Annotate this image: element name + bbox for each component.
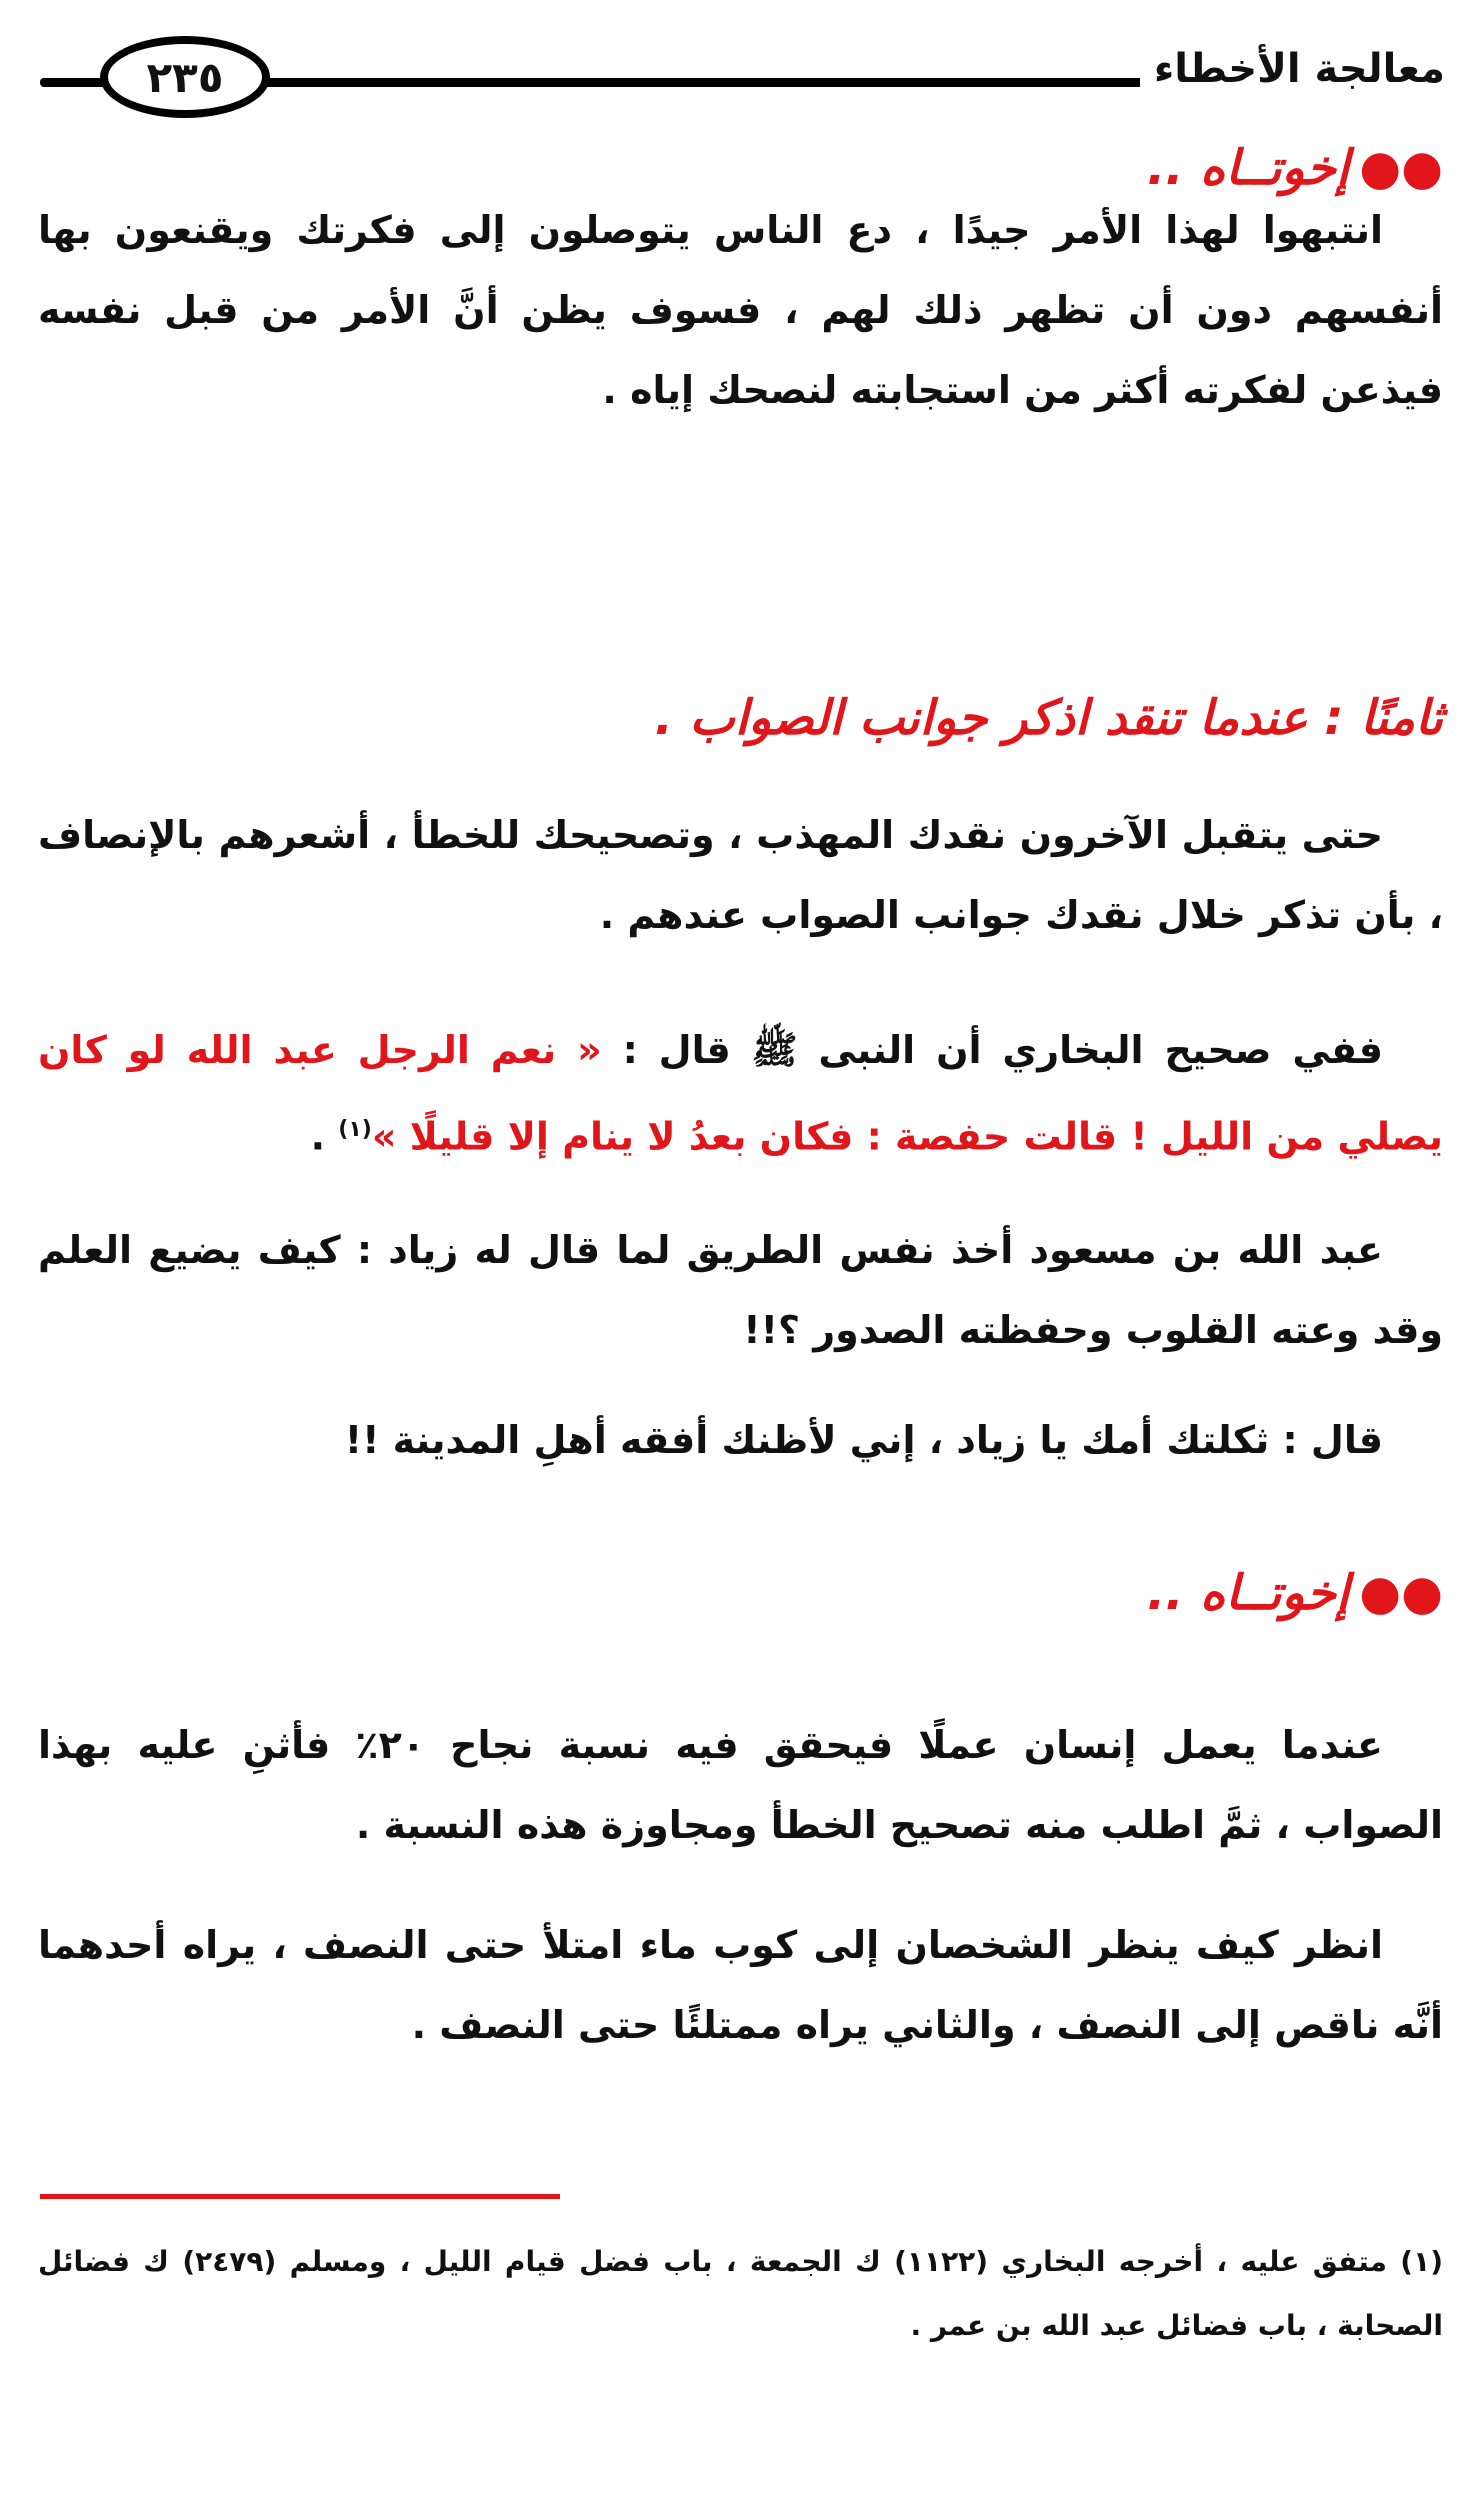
page-number: ٢٣٥ [100,36,270,118]
hadith-end: . [310,1114,339,1159]
paragraph: انظر كيف ينظر الشخصان إلى كوب ماء امتلأ حتى النصف ، يراه أحدهما أنَّه ناقص إلى النصف ، والثاني يراه ممتلئًا حتى النصف . [38,1923,1443,2047]
heading-text: إخوتــاه .. [1146,140,1350,196]
section-heading-3 [1147,1565,1443,1621]
heading-text: إخوتــاه .. [1146,1565,1350,1621]
page-header [40,36,1445,126]
paragraph: انتبهوا لهذا الأمر جيدًا ، دع الناس يتوصلون إلى فكرتك ويقنعون بها أنفسهم دون أن تظهر ذلك لهم ، فسوف يظن أنَّ الأمر من قبل نفسه فيذعن لفكرته أكثر من استجابته لنصحك إياه . [38,208,1443,412]
paragraph: عندما يعمل إنسان عملًا فيحقق فيه نسبة نجاح ٢٠٪ فأثنِ عليه بهذا الصواب ، ثمَّ اطلب منه تصحيح الخطأ ومجاوزة هذه النسبة . [38,1723,1443,1847]
bullet-icon: ●● [1359,140,1443,196]
section-heading-2: ثامنًا : عندما تنقد اذكر جوانب الصواب . [654,690,1443,746]
paragraph: حتى يتقبل الآخرون نقدك المهذب ، وتصحيحك للخطأ ، أشعرهم بالإنصاف ، بأن تذكر خلال نقدك جوانب الصواب عندهم . [38,813,1443,937]
hadith-quote: « نعم الرجل عبد الله لو كان يصلي من الليل ! قالت حفصة : فكان بعدُ لا ينام إلا قليلًا » [38,1028,1443,1159]
section-heading-1 [1147,140,1443,196]
paragraph: عبد الله بن مسعود أخذ نفس الطريق لما قال له زياد : كيف يضيع العلم وقد وعته القلوب وحفظته الصدور ؟!! [38,1228,1443,1352]
footnote-ref: (١) [338,1117,372,1142]
running-title: معالجة الأخطاء [1140,46,1445,92]
footnote-divider [40,2194,560,2199]
footnote: (١) متفق عليه ، أخرجه البخاري (١١٢٢) ك الجمعة ، باب فضل قيام الليل ، ومسلم (٢٤٧٩) ك فضائل الصحابة ، باب فضائل عبد الله بن عمر . [38,2245,1443,2342]
hadith-lead: ففي صحيح البخاري أن النبى ﷺ قال : [601,1028,1383,1072]
bullet-icon: ●● [1359,1565,1443,1621]
hadith-paragraph [38,1010,1443,1177]
paragraph: قال : ثكلتك أمك يا زياد ، إني لأظنك أفقه أهلِ المدينة !! [344,1418,1383,1462]
